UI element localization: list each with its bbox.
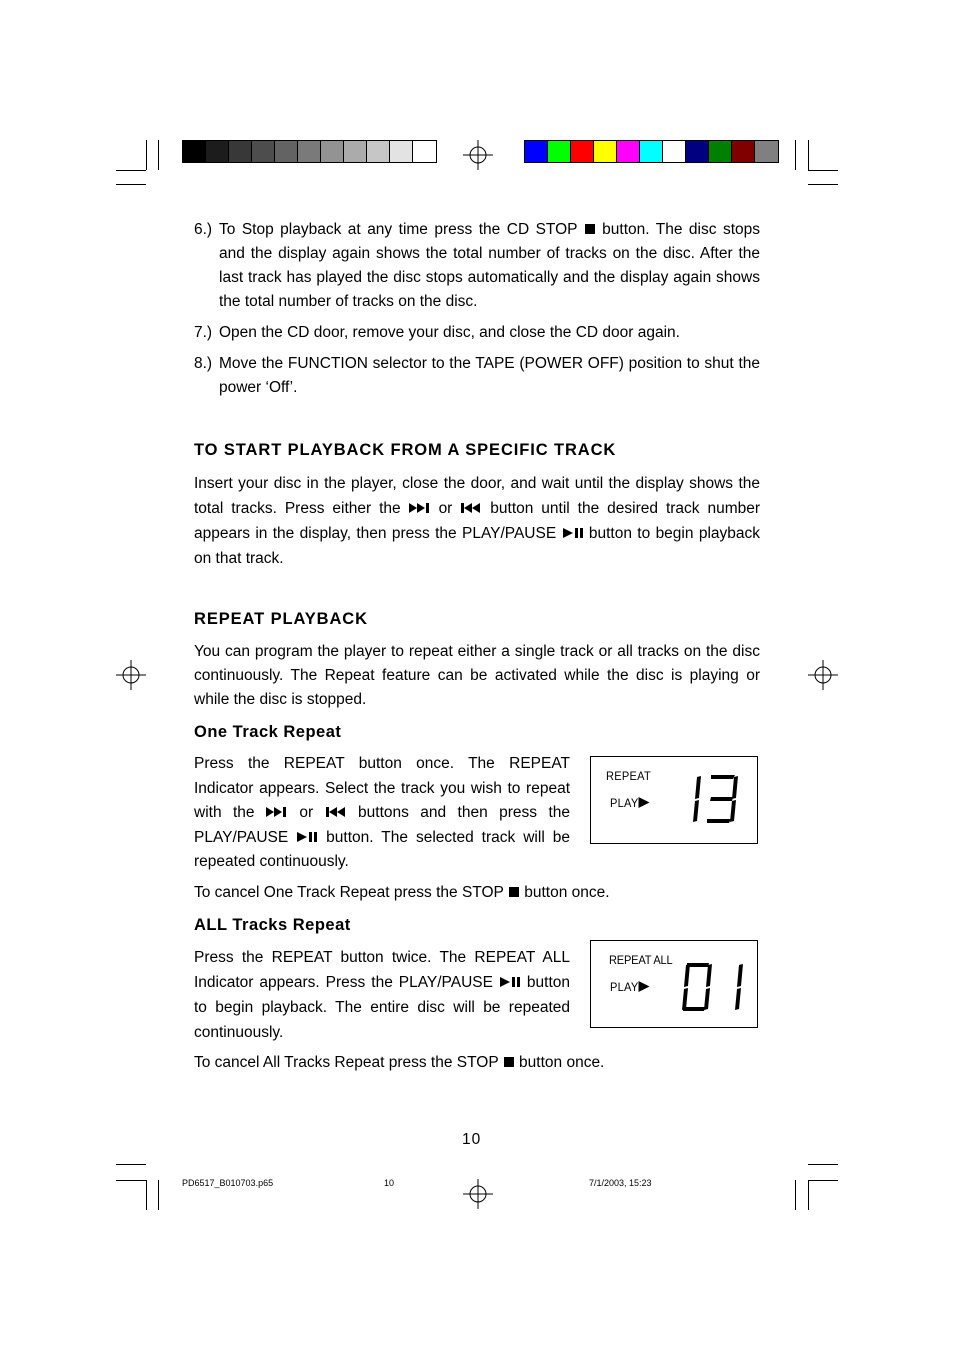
color-swatch	[183, 141, 206, 162]
grayscale-bar	[182, 140, 437, 163]
section-paragraph: You can program the player to repeat either a single track or all tracks on the disc continuously. The Repeat feature can be activated while the disc is playing or while the disc is stopped.	[194, 643, 760, 708]
registration-mark-icon	[463, 1179, 493, 1209]
color-swatch	[321, 141, 344, 162]
footer-date: 7/1/2003, 15:23	[589, 1178, 652, 1188]
step-number: 8.)	[194, 355, 213, 372]
skip-forward-icon	[409, 502, 431, 514]
lcd-digits	[677, 959, 747, 1015]
play-pause-icon	[499, 976, 521, 988]
step-text: Open the CD door, remove your disc, and close the CD door again.	[219, 324, 680, 341]
lcd-display	[590, 756, 758, 844]
color-swatch	[548, 141, 571, 162]
color-swatch	[663, 141, 686, 162]
cancel-instruction: To cancel All Tracks Repeat press the STOP button once.	[194, 1054, 605, 1071]
step-text: To Stop playback at any time press the CD STOP button. The disc stops and the display again shows the total number of tracks on the disc. After the last track has played the disc stops automatically and the display again shows the total number of tracks on the disc.	[219, 221, 760, 310]
section-heading: REPEAT PLAYBACK	[194, 610, 368, 628]
repeat-all-indicator: REPEAT ALL	[609, 953, 673, 967]
registration-mark-icon	[116, 660, 146, 690]
play-pause-icon	[562, 527, 584, 539]
color-swatch	[732, 141, 755, 162]
registration-mark-icon	[808, 660, 838, 690]
play-indicator: PLAY	[610, 796, 650, 810]
step-text: Move the FUNCTION selector to the TAPE (POWER OFF) position to shut the power ‘Off’.	[219, 355, 760, 396]
subsection-paragraph: Press the REPEAT button once. The REPEAT Indicator appears. Select the track you wish to repeat with the or buttons and then press the PLAY/PAUSE button. The selected track will be repeated continuously.	[194, 755, 570, 870]
footer-page: 10	[384, 1178, 395, 1188]
cancel-instruction: To cancel One Track Repeat press the STOP button once.	[194, 884, 610, 901]
skip-forward-icon	[266, 806, 288, 818]
color-swatch	[367, 141, 390, 162]
color-swatch	[206, 141, 229, 162]
color-swatch	[709, 141, 732, 162]
step-number: 7.)	[194, 324, 213, 341]
stop-icon	[584, 223, 596, 235]
color-swatch	[617, 141, 640, 162]
subsection-heading: ALL Tracks Repeat	[194, 916, 351, 934]
page-number: 10	[462, 1131, 482, 1148]
color-swatch	[390, 141, 413, 162]
color-swatch	[252, 141, 275, 162]
play-pause-icon	[296, 831, 318, 843]
color-swatch	[413, 141, 436, 162]
color-swatch	[298, 141, 321, 162]
lcd-display	[590, 940, 758, 1028]
skip-back-icon	[460, 502, 482, 514]
color-swatch	[686, 141, 709, 162]
step-number: 6.)	[194, 221, 213, 238]
stop-icon	[503, 1056, 515, 1068]
play-icon	[639, 981, 650, 992]
subsection-paragraph: Press the REPEAT button twice. The REPEAT ALL Indicator appears. Press the PLAY/PAUSE button to begin playback. The entire disc will be repeated continuously.	[194, 949, 571, 1041]
skip-back-icon	[325, 806, 347, 818]
play-icon	[639, 797, 650, 808]
footer-filename: PD6517_B010703.p65	[182, 1178, 274, 1188]
color-swatch	[275, 141, 298, 162]
color-swatch	[525, 141, 548, 162]
section-paragraph: Insert your disc in the player, close the door, and wait until the display shows the total tracks. Press either the or button until the desired track number appears in the display, then press the PLAY/PAUSE button to begin playback on that track.	[194, 475, 761, 567]
color-bar	[524, 140, 779, 163]
stop-icon	[508, 886, 520, 898]
color-swatch	[344, 141, 367, 162]
registration-mark-icon	[463, 140, 493, 170]
color-swatch	[640, 141, 663, 162]
play-indicator: PLAY	[610, 980, 650, 994]
lcd-digits	[689, 771, 745, 827]
color-swatch	[229, 141, 252, 162]
subsection-heading: One Track Repeat	[194, 723, 342, 741]
color-swatch	[594, 141, 617, 162]
repeat-indicator: REPEAT	[606, 769, 652, 783]
section-heading: TO START PLAYBACK FROM A SPECIFIC TRACK	[194, 441, 617, 459]
color-swatch	[755, 141, 778, 162]
color-swatch	[571, 141, 594, 162]
